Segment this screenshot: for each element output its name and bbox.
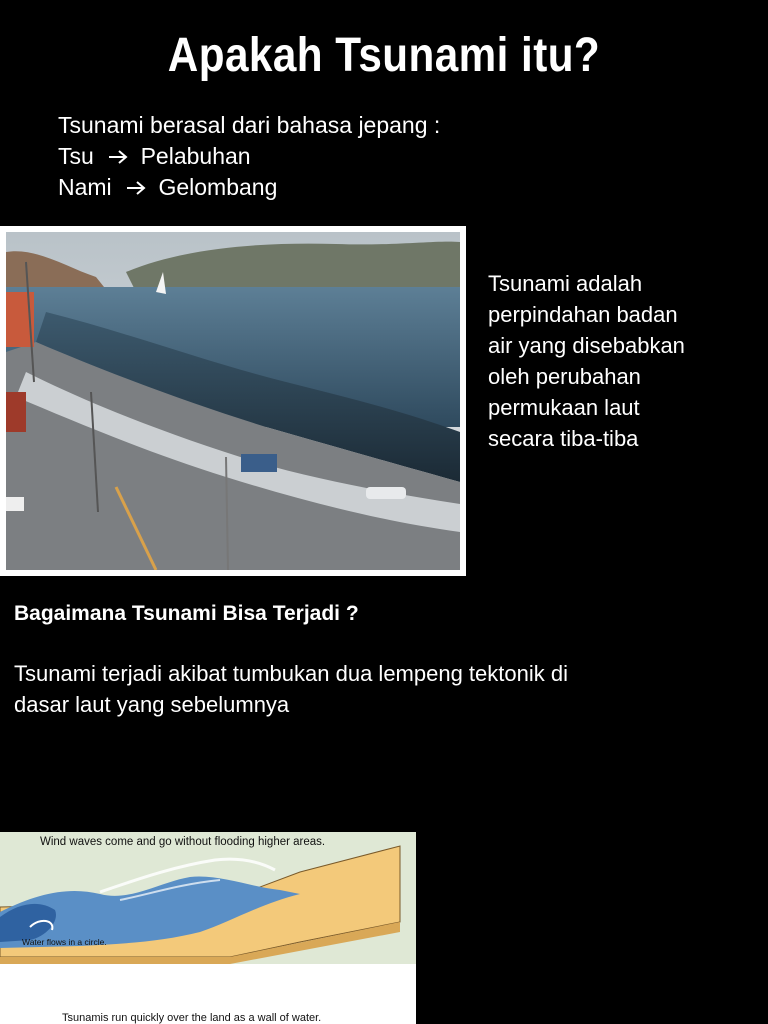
intro-definition-tsu (58, 141, 440, 172)
right-arrow-icon (126, 172, 146, 203)
intro-line: Tsunami berasal dari bahasa jepang : (58, 112, 441, 138)
section-heading: Bagaimana Tsunami Bisa Terjadi ? (14, 602, 359, 625)
section-body (14, 658, 714, 720)
intro-definition-nami (58, 172, 440, 203)
intro-block (58, 110, 440, 203)
diagram-caption-top: Wind waves come and go without flooding higher areas. (40, 836, 326, 848)
body-line: Tsunami terjadi akibat tumbukan dua lempeng tektonik di (14, 661, 568, 686)
definition-line: permukaan laut (488, 395, 640, 420)
term-nami: Nami (58, 174, 112, 200)
tsunami-definition (488, 268, 748, 454)
meaning-nami: Gelombang (158, 174, 278, 200)
definition-line: air yang disebabkan (488, 333, 685, 358)
definition-line: Tsunami adalah (488, 271, 643, 296)
wave-diagram (0, 832, 416, 1024)
definition-line: oleh perubahan (488, 364, 641, 389)
body-line: dasar laut yang sebelumnya (14, 692, 290, 717)
term-tsu: Tsu (58, 143, 94, 169)
page-title: Apakah Tsunami itu? (167, 29, 601, 82)
tsunami-wave-image (0, 226, 466, 576)
definition-line: perpindahan badan (488, 302, 678, 327)
wave-diagram-illustration (0, 832, 416, 1024)
definition-line: secara tiba-tiba (488, 426, 639, 451)
meaning-tsu: Pelabuhan (140, 143, 251, 169)
diagram-caption-inner: Water flows in a circle. (22, 937, 107, 947)
diagram-caption-bottom: Tsunamis run quickly over the land as a wall of water. (62, 1012, 322, 1024)
right-arrow-icon (108, 141, 128, 172)
